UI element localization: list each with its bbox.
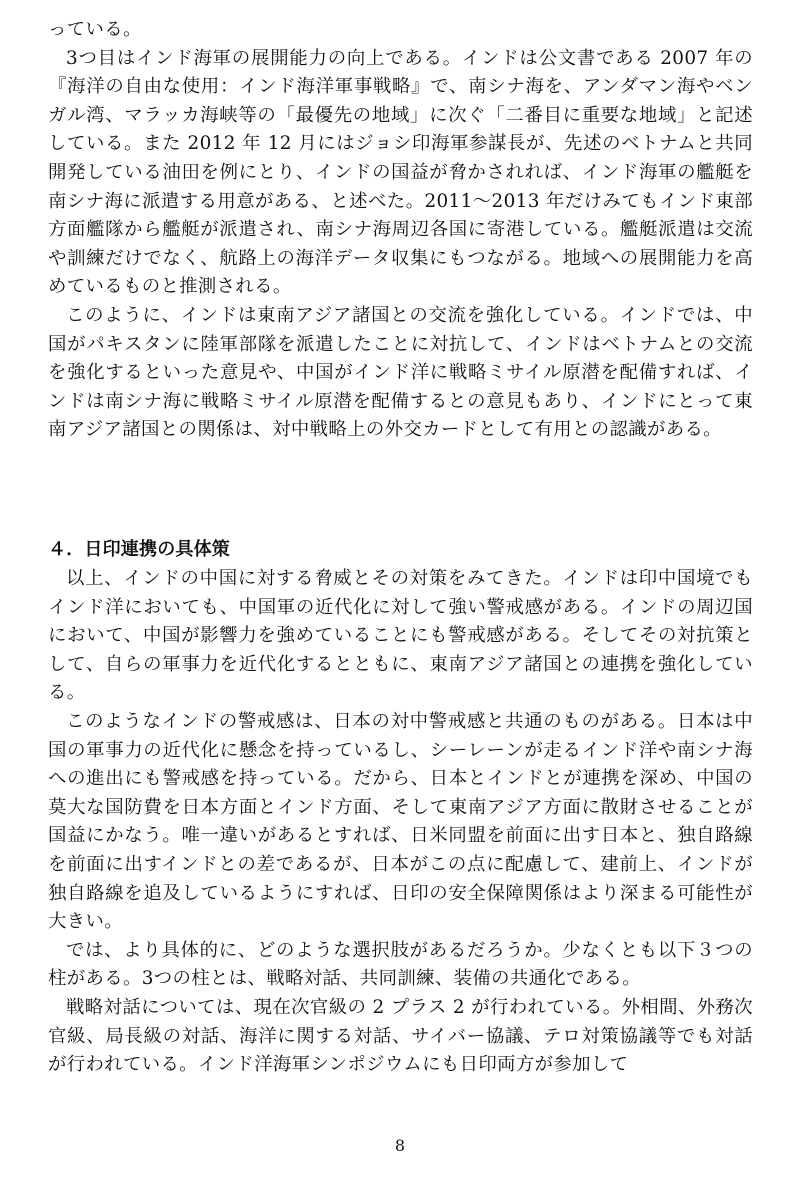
section-heading: ４．日印連携の具体策 [48, 539, 230, 560]
paragraph-southeast-asia-exchange: このように、インドは東南アジア諸国との交流を強化している。インドでは、中国がパキスタンに陸軍部隊を派遣したことに対抗して、インドはベトナムとの交流を強化するといった意見や、中国がインド洋に戦略ミサイル原潜を配備すれば、インドは南シナ海に戦略ミサイル原潜を配備するとの意見もあり、インドにとって東南アジア諸国との関係は、対中戦略上の外交カードとして有用との認識がある。 [48, 304, 753, 441]
body-text-top [48, 16, 753, 445]
paragraph-continuation: っている。 [48, 19, 142, 40]
paragraph-three-pillars: では、より具体的に、どのような選択肢があるだろうか。少なくとも以下３つの柱がある。3つの柱とは、戦略対話、共同訓練、装備の共通化である。 [48, 939, 753, 990]
page-number: 8 [394, 1136, 406, 1155]
paragraph-summary: 以上、インドの中国に対する脅威とその対策をみてきた。インドは印中国境でもインド洋においても、中国軍の近代化に対して強い警戒感がある。インドの周辺国において、中国が影響力を強めていることにも警戒感がある。そしてその対抗策として、自らの軍事力を近代化するとともに、東南アジア諸国との連携を強化している。 [48, 568, 753, 704]
paragraph-naval-deployment: 3つ目はインド海軍の展開能力の向上である。インドは公文書である 2007 年の『海洋の自由な使用：インド海洋軍事戦略』で、南シナ海を、アンダマン海やベンガル湾、マラッカ海峡等の「最優先の地域」に次ぐ「二番目に重要な地域」と記述している。また 2012 年 12 月にはジョシ印海軍参謀長が、先述のベトナムと共同開発している油田を例にとり、インドの国益が脅かされれば、インド海軍の艦艇を南シナ海に派遣する用意がある、と述べた。2011～2013 年だけみてもインド東部方面艦隊から艦艇が派遣され、南シナ海周辺各国に寄港している。艦艇派遣は交流や訓練だけでなく、航路上の海洋データ収集にもつながる。地域への展開能力を高めているものと推測される。 [48, 47, 753, 298]
body-text-section [48, 565, 753, 1080]
paragraph-shared-concern: このようなインドの警戒感は、日本の対中警戒感と共通のものがある。日本は中国の軍事力の近代化に懸念を持っているし、シーレーンが走るインド洋や南シナ海への進出にも警戒感を持っている。だから、日本とインドとが連携を深め、中国の莫大な国防費を日本方面とインド方面、そして東南アジア方面に散財させることが国益にかなう。唯一違いがあるとすれば、日米同盟を前面に出す日本と、独自路線を前面に出すインドとの差であるが、日本がこの点に配慮して、建前上、インドが独自路線を追及しているようにすれば、日印の安全保障関係はより深まる可能性が大きい。 [48, 710, 753, 933]
paragraph-strategic-dialogue: 戦略対話については、現在次官級の 2 プラス 2 が行われている。外相間、外務次官級、局長級の対話、海洋に関する対話、サイバー協議、テロ対策協議等でも対話が行われている。インド洋海軍シンポジウムにも日印両方が参加して [48, 996, 753, 1076]
